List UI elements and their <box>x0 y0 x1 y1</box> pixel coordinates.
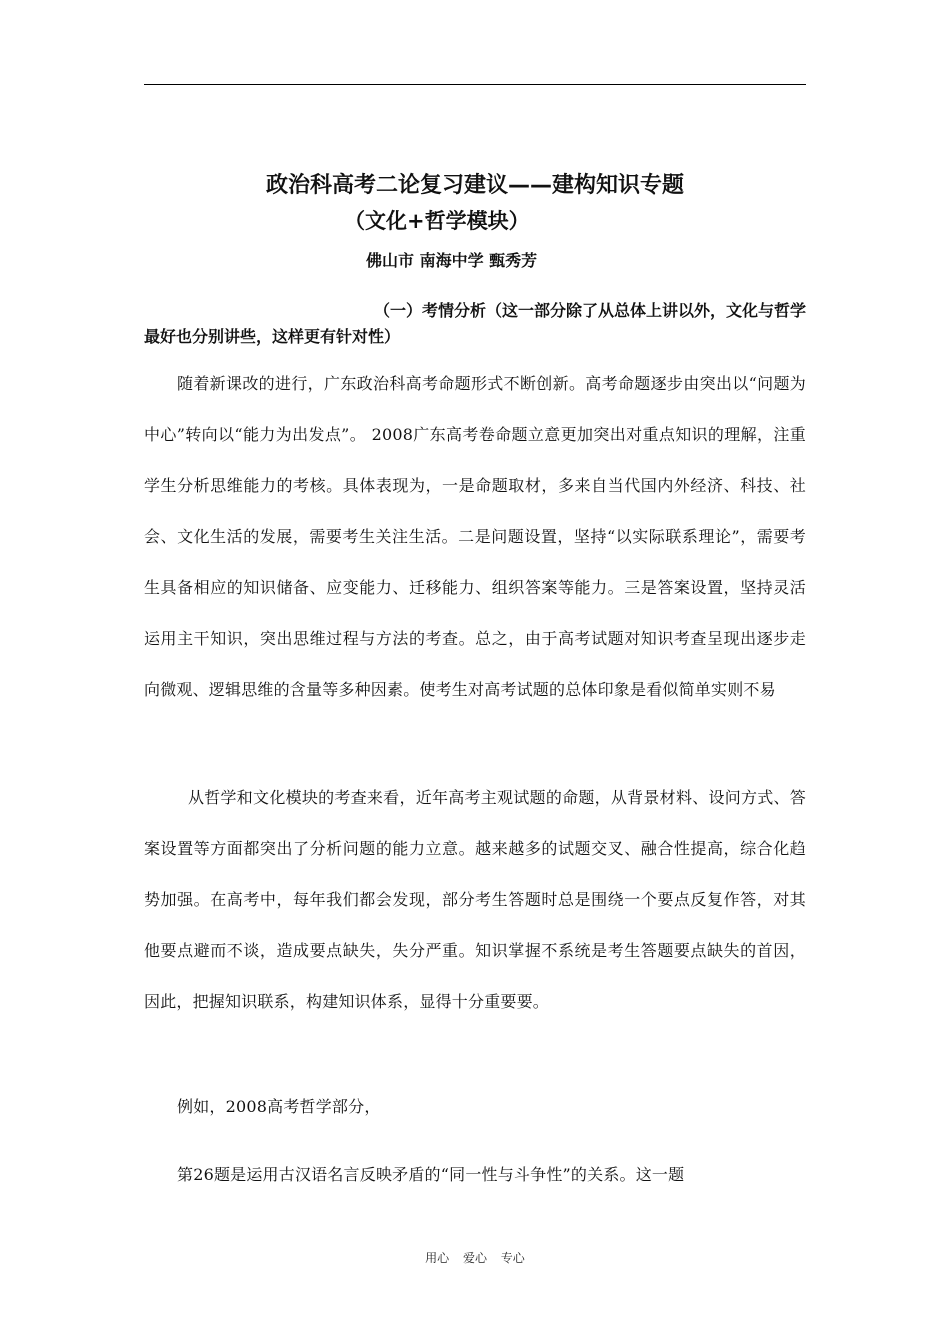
header-rule <box>144 84 806 85</box>
document-subtitle: （文化+哲学模块） <box>344 209 530 233</box>
body-paragraph: 第26题是运用古汉语名言反映矛盾的“同一性与斗争性”的关系。这一题 <box>177 1165 685 1184</box>
body-paragraph: 例如，2008高考哲学部分， <box>177 1097 381 1116</box>
body-paragraph: 从哲学和文化模块的考查来看，近年高考主观试题的命题，从背景材料、设问方式、答案设置等方面都突出了分析问题的能力立意。越来越多的试题交叉、融合性提高，综合化趋势加强。在高考中，每年我们都会发现，部分考生答题时总是围绕一个要点反复作答，对其他要点避而不谈，造成要点缺失，失分严重。知识掌握不系统是考生答题要点缺失的首因，因此，把握知识联系，构建知识体系，显得十分重要要。 <box>144 788 806 1011</box>
body-paragraph: 随着新课改的进行，广东政治科高考命题形式不断创新。高考命题逐步由突出以“问题为中心”转向以“能力为出发点”。 2008广东高考卷命题立意更加突出对重点知识的理解，注重学生分析思维能力的考核。具体表现为，一是命题取材，多来自当代国内外经济、科技、社会、文化生活的发展，需要考生关注生活。二是问题设置，坚持“以实际联系理论”，需要考生具备相应的知识储备、应变能力、迁移能力、组织答案等能力。三是答案设置，坚持灵活运用主干知识，突出思维过程与方法的考查。总之，由于高考试题对知识考查呈现出逐步走向微观、逻辑思维的含量等多种因素。使考生对高考试题的总体印象是看似简单实则不易 <box>144 374 806 699</box>
document-title: 政治科高考二论复习建议——建构知识专题 <box>265 173 684 198</box>
author-line: 佛山市 南海中学 甄秀芳 <box>366 251 538 270</box>
page-footer: 用心 爱心 专心 <box>425 1251 525 1265</box>
section-heading: （一）考情分析（这一部分除了从总体上讲以外，文化与哲学最好也分别讲些，这样更有针对性） <box>144 301 807 346</box>
